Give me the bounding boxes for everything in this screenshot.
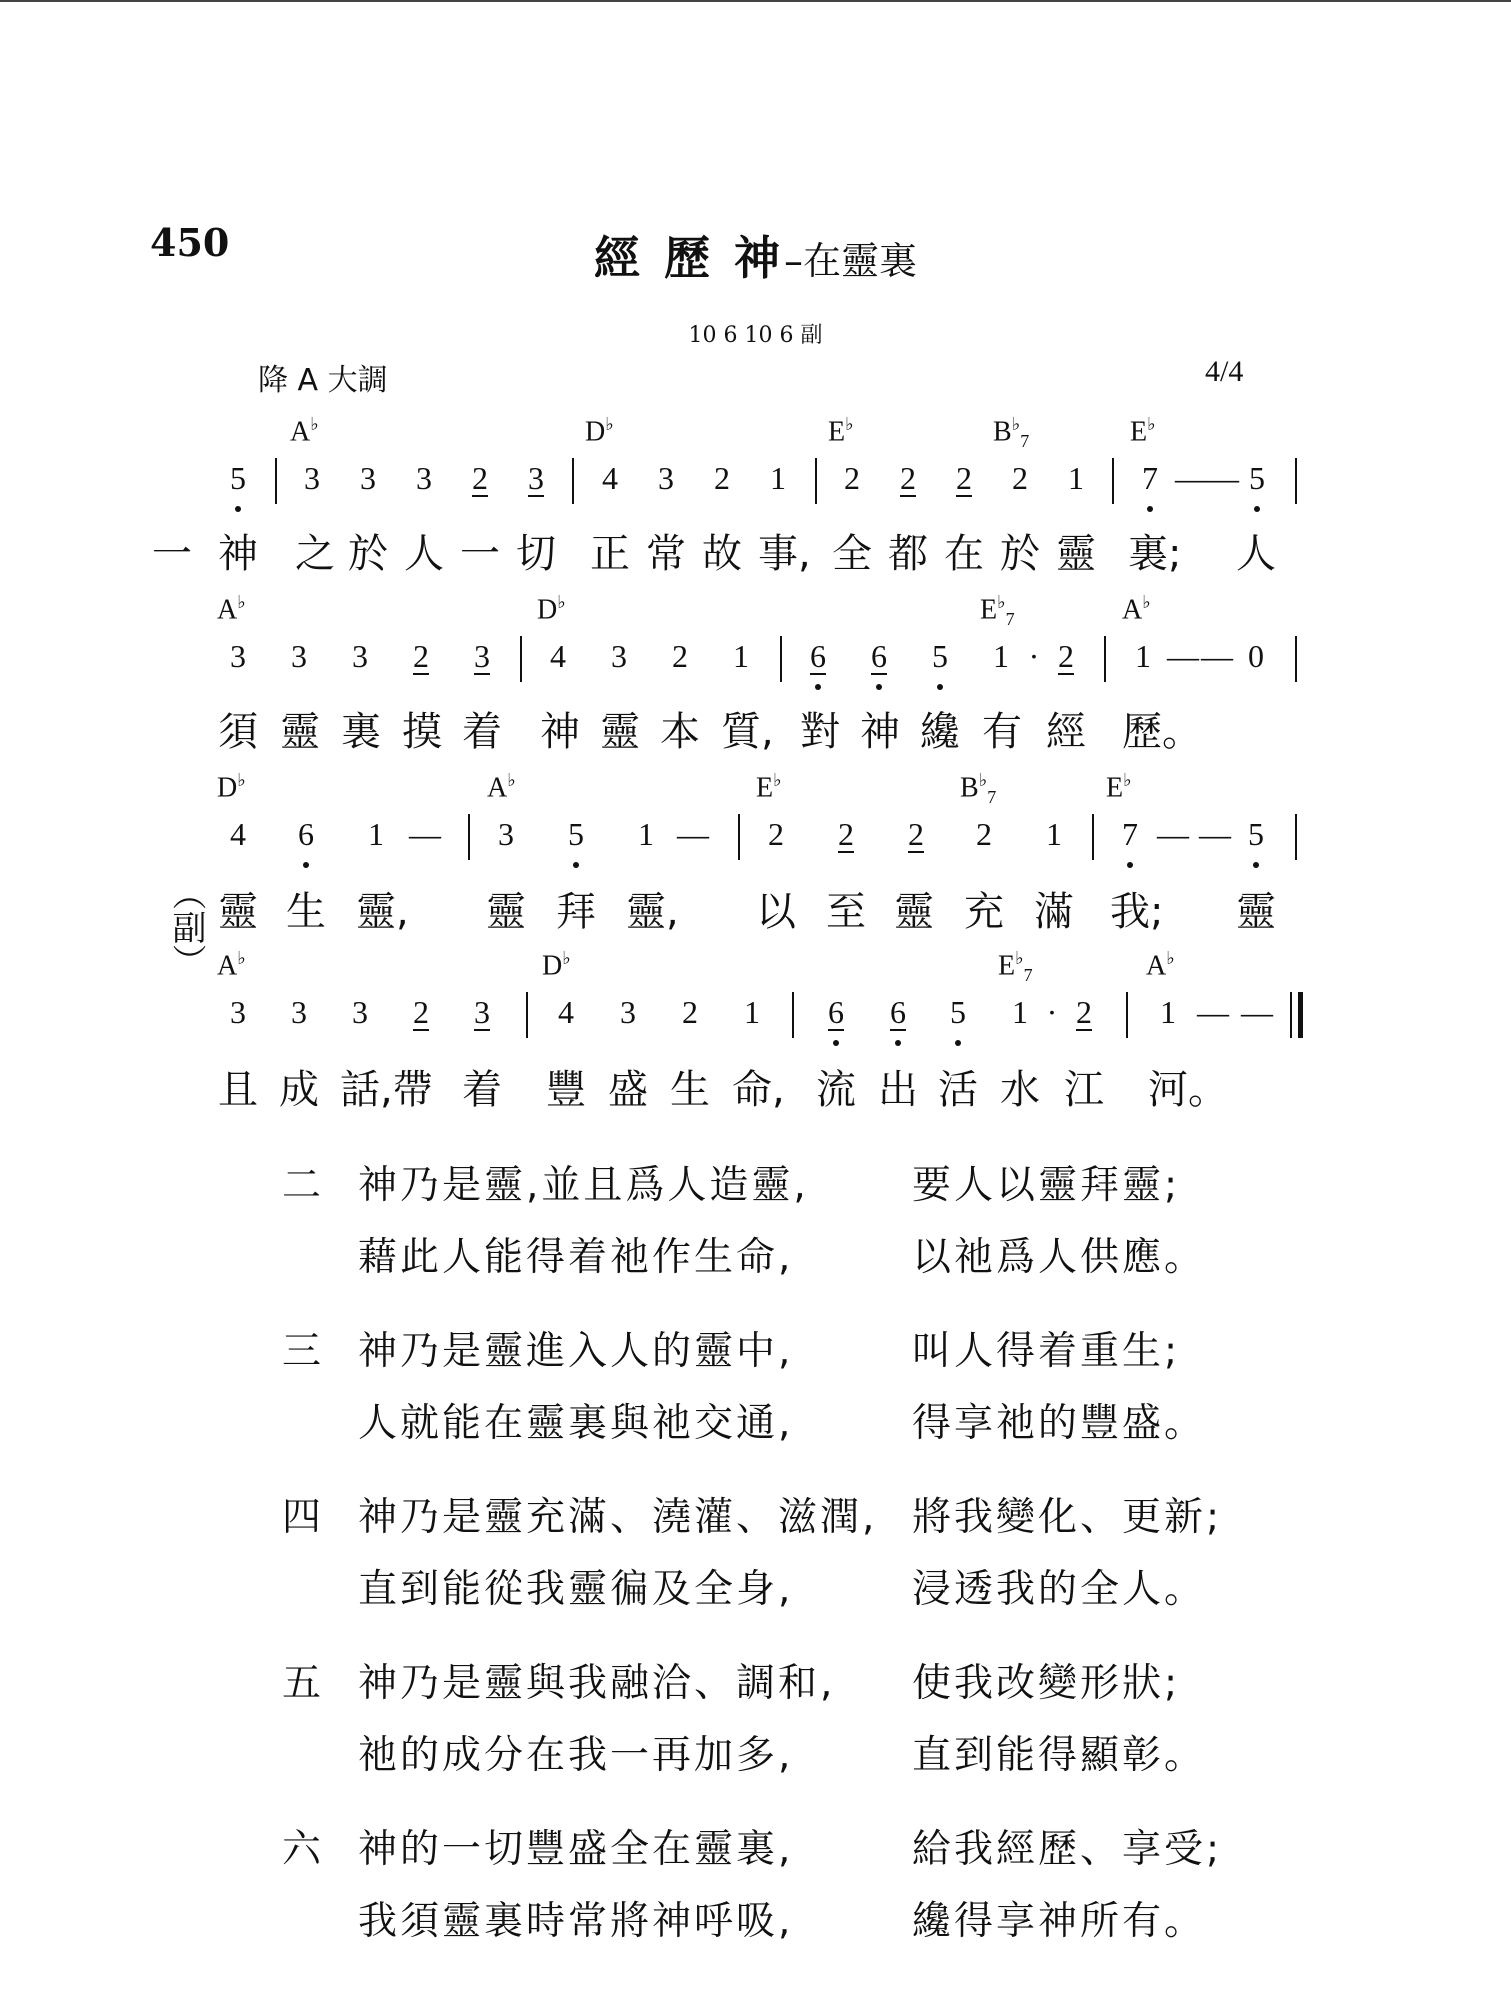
chord: E♭: [1106, 770, 1132, 804]
lyric-syllable: 故: [702, 531, 742, 577]
verse-number: 一: [152, 531, 192, 577]
note: 3: [498, 816, 514, 852]
lyric-syllable: 活: [938, 1067, 978, 1113]
lyric-syllable: 靈: [486, 889, 526, 935]
verse-line: 神乃是靈進入人的靈中,: [358, 1329, 794, 1374]
note: 1: [368, 816, 384, 852]
note: 3: [291, 638, 307, 674]
note: 7: [1122, 816, 1138, 852]
note: —: [1157, 816, 1189, 852]
verse-line: 將我變化、更新;: [912, 1495, 1223, 1540]
lyric-syllable: 在: [944, 531, 984, 577]
note: 1: [733, 638, 749, 674]
note: —: [1199, 816, 1231, 852]
chord: E♭: [756, 770, 782, 804]
note: 4: [558, 994, 574, 1030]
note: 1: [1068, 460, 1084, 496]
title-dash: –: [784, 239, 803, 283]
verse-line: 我須靈裏時常將神呼吸,: [358, 1899, 794, 1944]
note: 1: [993, 638, 1009, 674]
bar-line: [1295, 636, 1297, 682]
note: 5: [932, 638, 948, 674]
lyric-syllable: 人: [404, 531, 444, 577]
verse-line: 叫人得着重生;: [912, 1329, 1181, 1374]
lyric-syllable: 本: [660, 709, 700, 755]
lyric-syllable: 常: [646, 531, 686, 577]
note: —: [409, 816, 441, 852]
chord: A♭: [217, 948, 246, 982]
note: 6: [871, 638, 887, 674]
lyric-syllable: 出: [878, 1067, 918, 1113]
lyric-syllable: 命,: [732, 1067, 785, 1113]
lyric-syllable: 經: [1046, 709, 1086, 755]
verse-line: 使我改變形狀;: [912, 1661, 1181, 1706]
bar-line: [1104, 636, 1106, 682]
lyric-syllable: 生: [286, 889, 326, 935]
lyric-syllable: 成: [279, 1067, 319, 1113]
note: —: [1175, 460, 1207, 496]
lyric-row: [0, 880, 1511, 936]
verse-line: 祂的成分在我一再加多,: [358, 1733, 794, 1778]
bar-line: [275, 458, 277, 504]
chorus-mark: ︵副︶: [166, 876, 206, 978]
lyric-syllable: 須: [218, 709, 258, 755]
lyric-syllable: 靈,: [626, 889, 679, 935]
lyric-syllable: 於: [1000, 531, 1040, 577]
lyric-syllable: 一: [460, 531, 500, 577]
title-main: 經 歷 神: [593, 231, 784, 285]
chord: A♭: [290, 414, 319, 448]
lyric-syllable: 充: [964, 889, 1004, 935]
lyric-syllable: 河。: [1148, 1067, 1228, 1113]
verse-line: 要人以靈拜靈;: [912, 1163, 1181, 1208]
chord: E♭: [828, 414, 854, 448]
lyric-syllable: 裏: [341, 709, 381, 755]
bar-line: [572, 458, 574, 504]
note-dot: [955, 1040, 961, 1046]
chord: $E^♭_7$: [980, 592, 1015, 629]
lyric-syllable: 靈: [280, 709, 320, 755]
verse-line: 直到能從我靈徧及全身,: [358, 1567, 794, 1612]
lyric-syllable: 都: [888, 531, 928, 577]
note-dot: [833, 1040, 839, 1046]
lyric-syllable: 話,帶: [340, 1067, 433, 1113]
lyric-syllable: 豐: [546, 1067, 586, 1113]
lyric-syllable: 且: [218, 1067, 258, 1113]
note: 2: [844, 460, 860, 496]
verse-line: 纔得享神所有。: [912, 1899, 1207, 1944]
lyric-syllable: 以: [756, 889, 796, 935]
note-dot: [1127, 862, 1133, 868]
chord: D♭: [542, 948, 571, 982]
verse-line: 以祂爲人供應。: [912, 1235, 1207, 1280]
note-dot: [815, 684, 821, 690]
chord: $B^♭_7$: [993, 414, 1030, 451]
lyric-syllable: 纔: [920, 709, 960, 755]
note: 1: [1135, 638, 1151, 674]
chord: D♭: [537, 592, 566, 626]
lyric-syllable: 靈: [1056, 531, 1096, 577]
note: 3: [611, 638, 627, 674]
note: 6: [828, 994, 844, 1030]
lyric-syllable: 盛: [608, 1067, 648, 1113]
notation-row: [0, 460, 1511, 520]
verse-number: 六: [282, 1827, 325, 1872]
note: 6: [890, 994, 906, 1030]
lyric-syllable: 靈,: [356, 889, 409, 935]
note: 1: [638, 816, 654, 852]
lyric-syllable: 生: [670, 1067, 710, 1113]
note: 3: [474, 994, 490, 1030]
lyric-syllable: 神: [540, 709, 580, 755]
note: —: [1201, 638, 1233, 674]
note: 1: [770, 460, 786, 496]
note: 5: [568, 816, 584, 852]
lyric-syllable: 正: [590, 531, 630, 577]
top-border: [0, 0, 1511, 2]
note: 3: [620, 994, 636, 1030]
lyric-syllable: 拜: [556, 889, 596, 935]
lyric-row: [0, 1058, 1511, 1114]
note: 3: [474, 638, 490, 674]
note: —: [1197, 994, 1229, 1030]
lyric-syllable: 神: [860, 709, 900, 755]
note: —: [1167, 638, 1199, 674]
chord: A♭: [487, 770, 516, 804]
bar-line: [468, 814, 470, 860]
note: 7: [1142, 460, 1158, 496]
verse-line: 直到能得顯彰。: [912, 1733, 1207, 1778]
hymn-number: 450: [150, 220, 230, 265]
bar-line: [815, 458, 817, 504]
note: 2: [976, 816, 992, 852]
chord: E♭: [1130, 414, 1156, 448]
note: 4: [230, 816, 246, 852]
note-dot: [1254, 506, 1260, 512]
note: ·: [1028, 638, 1040, 674]
note: 6: [298, 816, 314, 852]
note-dot: [1253, 862, 1259, 868]
chord: D♭: [217, 770, 246, 804]
note-dot: [573, 862, 579, 868]
hymn-title: [0, 222, 1511, 288]
lyric-syllable: 歷。: [1122, 709, 1202, 755]
note: 1: [744, 994, 760, 1030]
note: 3: [291, 994, 307, 1030]
note-dot: [303, 862, 309, 868]
note: 3: [360, 460, 376, 496]
note: 1: [1046, 816, 1062, 852]
verse-line: 浸透我的全人。: [912, 1567, 1207, 1612]
lyric-syllable: 靈: [894, 889, 934, 935]
note: 1: [1012, 994, 1028, 1030]
verse-line: 得享祂的豐盛。: [912, 1401, 1207, 1446]
verse-number: 四: [282, 1495, 325, 1540]
lyric-syllable: 水: [1000, 1067, 1040, 1113]
note-dot: [937, 684, 943, 690]
note: 5: [1248, 816, 1264, 852]
note: 2: [714, 460, 730, 496]
note: 5: [950, 994, 966, 1030]
verse-line: 神乃是靈與我融洽、調和,: [358, 1661, 836, 1706]
note: 2: [908, 816, 924, 852]
note: 3: [528, 460, 544, 496]
lyric-syllable: 靈: [600, 709, 640, 755]
bar-line: [1295, 458, 1297, 504]
lyric-syllable: 流: [816, 1067, 856, 1113]
lyric-row: [0, 522, 1511, 578]
final-bar-line-thin: [1290, 992, 1292, 1038]
lyric-syllable: 質,: [721, 709, 774, 755]
lyric-syllable: 神: [218, 531, 258, 577]
bar-line: [1112, 458, 1114, 504]
bar-line: [526, 992, 528, 1038]
bar-line: [780, 636, 782, 682]
note: 2: [1076, 994, 1092, 1030]
note: 2: [768, 816, 784, 852]
note: 3: [230, 994, 246, 1030]
note: —: [1207, 460, 1239, 496]
note: 5: [1249, 460, 1265, 496]
note-dot: [876, 684, 882, 690]
verse-line: 人就能在靈裏與祂交通,: [358, 1401, 794, 1446]
note: 2: [956, 460, 972, 496]
note: —: [1241, 994, 1273, 1030]
verse-line: 神乃是靈,並且爲人造靈,: [358, 1163, 809, 1208]
lyric-syllable: 對: [800, 709, 840, 755]
note: 2: [682, 994, 698, 1030]
verse-number: 二: [282, 1163, 325, 1208]
bar-line: [520, 636, 522, 682]
bar-line: [1126, 992, 1128, 1038]
note-dot: [1147, 506, 1153, 512]
time-signature: 4/4: [1205, 355, 1244, 388]
note: 3: [416, 460, 432, 496]
note: 3: [658, 460, 674, 496]
note: 2: [413, 994, 429, 1030]
verse-number: 五: [282, 1661, 325, 1706]
note: 2: [472, 460, 488, 496]
note: 2: [838, 816, 854, 852]
lyric-syllable: 靈: [1236, 889, 1276, 935]
lyric-syllable: 江: [1064, 1067, 1104, 1113]
note: 0: [1248, 638, 1264, 674]
note: 3: [352, 994, 368, 1030]
title-sub: 在靈裏: [803, 239, 918, 283]
note: 3: [304, 460, 320, 496]
note: 3: [230, 638, 246, 674]
verse-line: 給我經歷、享受;: [912, 1827, 1223, 1872]
lyric-syllable: 切: [516, 531, 556, 577]
note-dot: [235, 506, 241, 512]
note: 2: [672, 638, 688, 674]
note-dot: [895, 1040, 901, 1046]
note: 6: [810, 638, 826, 674]
chord: $E^♭_7$: [998, 948, 1033, 985]
chord: A♭: [217, 592, 246, 626]
lyric-syllable: 全: [832, 531, 872, 577]
verse-number: 三: [282, 1329, 325, 1374]
lyric-syllable: 着: [462, 1067, 502, 1113]
chord: D♭: [585, 414, 614, 448]
bar-line: [738, 814, 740, 860]
note: 4: [550, 638, 566, 674]
chord: A♭: [1122, 592, 1151, 626]
note: 4: [602, 460, 618, 496]
lyric-syllable: 裏;: [1128, 531, 1182, 577]
note: 1: [1160, 994, 1176, 1030]
note: 2: [1012, 460, 1028, 496]
note: 2: [900, 460, 916, 496]
chord: $B^♭_7$: [960, 770, 997, 807]
note: 3: [352, 638, 368, 674]
notation-row: [0, 994, 1511, 1054]
lyric-syllable: 有: [982, 709, 1022, 755]
note: ·: [1046, 994, 1058, 1030]
bar-line: [1295, 814, 1297, 860]
lyric-syllable: 人: [1236, 531, 1276, 577]
key-signature: 降 A 大調: [258, 363, 388, 398]
lyric-syllable: 事,: [758, 531, 811, 577]
notation-row: [0, 816, 1511, 876]
verse-line: 神乃是靈充滿、澆灌、滋潤,: [358, 1495, 878, 1540]
note: 2: [1058, 638, 1074, 674]
lyric-row: [0, 700, 1511, 756]
meter: 10 6 10 6 副: [688, 323, 823, 348]
verse-line: 藉此人能得着祂作生命,: [358, 1235, 794, 1280]
final-bar-line-thick: [1298, 992, 1303, 1038]
lyric-syllable: 摸: [402, 709, 442, 755]
verse-line: 神的一切豐盛全在靈裏,: [358, 1827, 794, 1872]
lyric-syllable: 我;: [1110, 889, 1164, 935]
lyric-syllable: 滿: [1034, 889, 1074, 935]
bar-line: [792, 992, 794, 1038]
note: 5: [230, 460, 246, 496]
bar-line: [1092, 814, 1094, 860]
lyric-syllable: 於: [348, 531, 388, 577]
chord: A♭: [1146, 948, 1175, 982]
note: —: [677, 816, 709, 852]
lyric-syllable: 着: [462, 709, 502, 755]
lyric-syllable: 至: [826, 889, 866, 935]
lyric-syllable: 之: [295, 531, 335, 577]
lyric-syllable: 靈: [218, 889, 258, 935]
note: 2: [413, 638, 429, 674]
notation-row: [0, 638, 1511, 698]
